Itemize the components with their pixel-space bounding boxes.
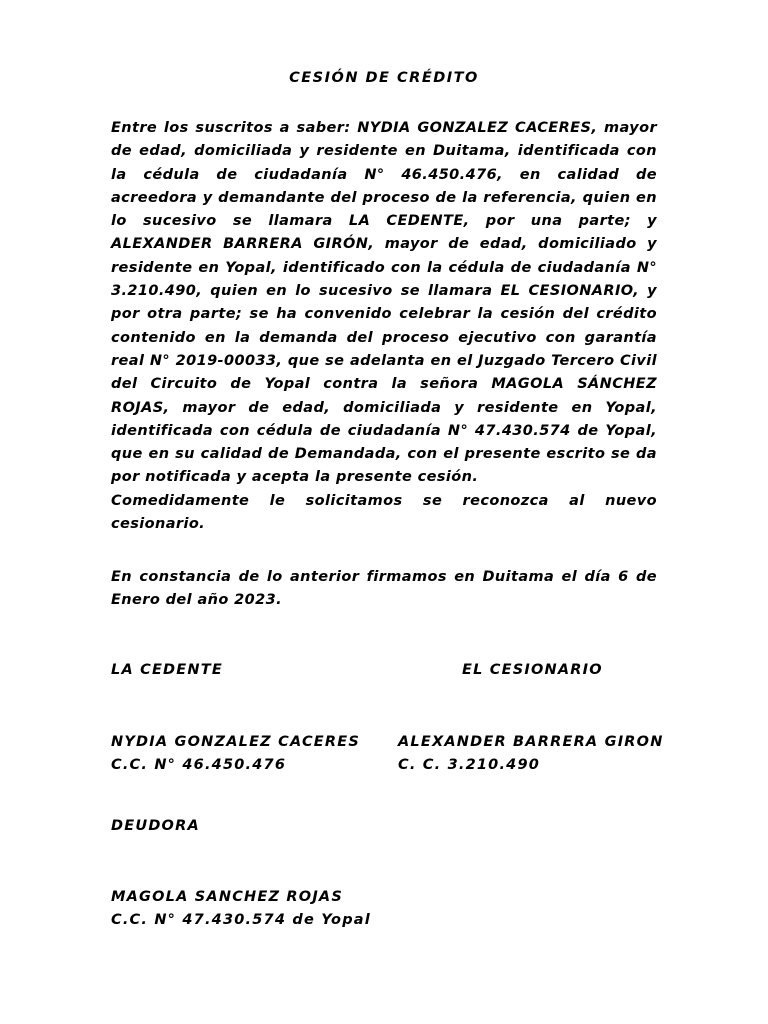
document-body: [111, 117, 657, 536]
cesionario-id: C. C. 3.210.490: [398, 757, 541, 774]
cesionario-role-label: [462, 659, 603, 682]
deudora-id: C.C. N° 47.430.574 de Yopal: [111, 912, 371, 929]
deudora-role: DEUDORA: [111, 818, 200, 834]
cedente-role-label: [111, 659, 223, 682]
deudora-signature-block: [111, 886, 371, 933]
cesionario-signature-block: [398, 731, 664, 778]
cesionario-role: EL CESIONARIO: [462, 662, 603, 678]
cesionario-name: ALEXANDER BARRERA GIRON: [398, 734, 664, 750]
body-paragraph-request: Comedidamente le solicitamos se reconozca al nuevo cesionario.: [111, 492, 657, 533]
deudora-role-label: [111, 815, 200, 838]
deudora-name: MAGOLA SANCHEZ ROJAS: [111, 889, 343, 905]
cedente-id: C.C. N° 46.450.476: [111, 757, 287, 774]
closing-paragraph: En constancia de lo anterior firmamos en Duitama el día 6 de Enero del año 2023.: [111, 569, 657, 609]
document-title: CESIÓN DE CRÉDITO: [289, 70, 479, 86]
cedente-name: NYDIA GONZALEZ CACERES: [111, 734, 361, 750]
body-paragraph-main: Entre los suscritos a saber: NYDIA GONZALEZ CACERES, mayor de edad, domiciliada y residente en Duitama, identificada con la cédula de ciudadanía N° 46.450.476, en calidad de acreedora y demandante del proceso de la referencia, quien en lo sucesivo se llamara LA CEDENTE, por una parte; y ALEXANDER BARRERA GIRÓN, mayor de edad, domiciliado y residente en Yopal, identificado con la cédula de ciudadanía N° 3.210.490, quien en lo sucesivo se llamara EL CESIONARIO, y por otra parte; se ha convenido celebrar la cesión del crédito contenido en la demanda del proceso ejecutivo con garantía real N° 2019-00033, que se adelanta en el Juzgado Tercero Civil del Circuito de Yopal contra la señora MAGOLA SÁNCHEZ ROJAS, mayor de edad, domiciliada y residente en Yopal, identificada con cédula de ciudadanía N° 47.430.574 de Yopal, que en su calidad de Demandada, con el presente escrito se da por notificada y acepta la presente cesión.: [111, 120, 657, 486]
cedente-role: LA CEDENTE: [111, 662, 223, 678]
cedente-signature-block: [111, 731, 360, 778]
